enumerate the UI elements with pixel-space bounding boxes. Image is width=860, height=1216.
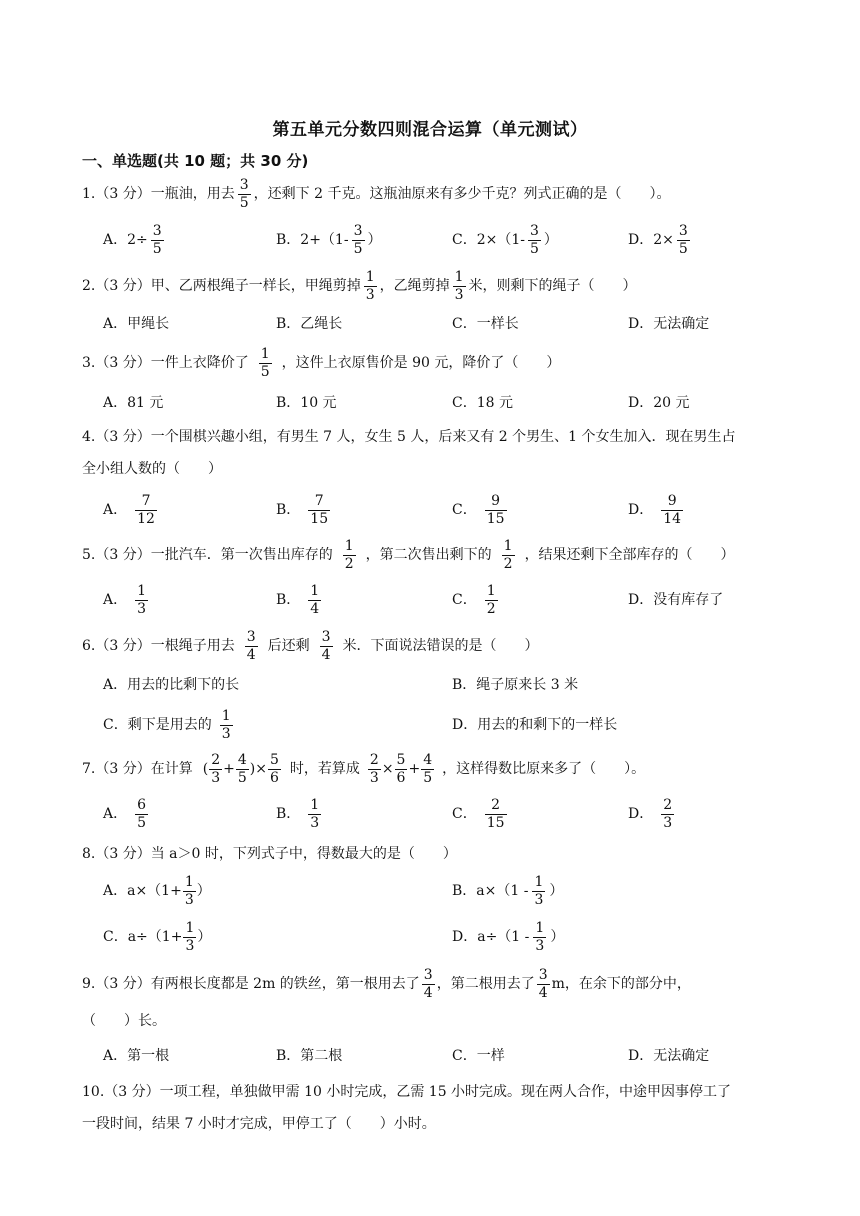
q7-option-c: C． $\frac{2}{15}$ <box>452 796 505 831</box>
question-6: 6.（3 分）一根绳子用去 $\frac{3}{4}$ 后还剩 $\frac{3}{4}$ 米．下面说法错误的是（ ） <box>82 628 539 663</box>
question-5: 5.（3 分）一批汽车．第一次售出库存的 $\frac{1}{2}$ ，第二次售出剩下的 $\frac{1}{2}$ ，结果还剩下全部库存的（ ） <box>82 537 735 572</box>
q6-option-b: B．绳子原来长 3 米 <box>452 677 579 693</box>
q5-option-d: D．没有库存了 <box>628 592 724 608</box>
q7-option-a: A． $\frac{6}{5}$ <box>103 796 147 831</box>
q8-option-a: A．a×（1+ $\frac{1}{3}$ ） <box>103 873 211 908</box>
q1-option-d: D．2× $\frac{3}{5}$ <box>628 222 688 257</box>
q5-option-c: C． $\frac{1}{2}$ <box>452 582 496 617</box>
q9-option-a: A．第一根 <box>103 1048 170 1064</box>
q4-option-b: B． $\frac{7}{15}$ <box>276 492 329 527</box>
q2-option-c: C．一样长 <box>452 316 519 332</box>
q5-option-a: A． $\frac{1}{3}$ <box>103 582 147 617</box>
question-9: 9.（3 分）有两根长度都是 2m 的铁丝，第一根用去了 $\frac{3}{4}$ ，第二根用去了 $\frac{3}{4}$ m，在余下的部分中， <box>82 966 691 1001</box>
question-4-line-2: 全小组人数的（ ） <box>82 461 222 477</box>
q7-option-d: D． $\frac{2}{3}$ <box>628 796 673 831</box>
question-1: 1.（3 分）一瓶油，用去 $\frac{3}{5}$ ，还剩下 2 千克。这瓶油原来有多少千克？列式正确的是（ ）。 <box>82 176 671 211</box>
q8-option-b: B．a×（1 - $\frac{1}{3}$ ） <box>452 873 564 908</box>
q1-option-a: A．2÷ $\frac{3}{5}$ <box>103 222 162 257</box>
question-10-line-1: 10.（3 分）一项工程，单独做甲需 10 小时完成，乙需 15 小时完成。现在两人合作，中途甲因事停工了 <box>82 1084 732 1100</box>
question-10-line-2: 一段时间，结果 7 小时才完成，甲停工了（ ）小时。 <box>82 1116 436 1132</box>
q1-option-b: B．2+（1- $\frac{3}{5}$ ） <box>276 222 382 257</box>
q7-option-b: B． $\frac{1}{3}$ <box>276 796 320 831</box>
q4-option-c: C． $\frac{9}{15}$ <box>452 492 505 527</box>
question-4-line-1: 4.（3 分）一个围棋兴趣小组，有男生 7 人，女生 5 人，后来又有 2 个男生、1 个女生加入．现在男生占 <box>82 429 736 445</box>
q1-option-c: C．2×（1- $\frac{3}{5}$ ） <box>452 222 558 257</box>
question-3: 3.（3 分）一件上衣降价了 $\frac{1}{5}$ ，这件上衣原售价是 90 元，降价了（ ） <box>82 345 561 380</box>
fraction: $\frac{3}{5}$ <box>239 176 249 211</box>
q4-option-a: A． $\frac{7}{12}$ <box>103 492 155 527</box>
page-title: 第五单元分数四则混合运算（单元测试） <box>272 120 588 140</box>
q6-option-d: D．用去的和剩下的一样长 <box>452 717 618 733</box>
q9-option-d: D．无法确定 <box>628 1048 710 1064</box>
q3-option-c: C．18 元 <box>452 395 513 411</box>
q5-option-b: B． $\frac{1}{4}$ <box>276 582 320 617</box>
q2-option-a: A．甲绳长 <box>103 316 170 332</box>
section-heading: 一、单选题(共 10 题；共 30 分) <box>82 152 309 170</box>
q2-option-d: D．无法确定 <box>628 316 710 332</box>
question-9-line-2: （ ）长。 <box>82 1013 166 1029</box>
q3-option-b: B．10 元 <box>276 395 337 411</box>
q8-option-c: C．a÷（1+ $\frac{1}{3}$ ） <box>103 919 212 954</box>
q6-option-c: C．剩下是用去的 $\frac{1}{3}$ <box>103 707 231 742</box>
q2-option-b: B．乙绳长 <box>276 316 343 332</box>
q9-option-b: B．第二根 <box>276 1048 343 1064</box>
q4-option-d: D． $\frac{9}{14}$ <box>628 492 682 527</box>
question-8: 8.（3 分）当 a＞0 时，下列式子中，得数最大的是（ ） <box>82 846 457 862</box>
q3-option-d: D．20 元 <box>628 395 690 411</box>
question-2: 2.（3 分）甲、乙两根绳子一样长，甲绳剪掉 $\frac{1}{3}$ ，乙绳剪掉 $\frac{1}{3}$ 米，则剩下的绳子（ ） <box>82 268 637 303</box>
question-7: 7.（3 分）在计算 ( $\frac{2}{3}$ + $\frac{4}{5}$ )× $\frac{5}{6}$ 时，若算成 $\frac{2}{3}$ × $\frac{5}{6}$ + $\frac{4}{5}$ ，这样得数比原来多了（ ）。 <box>82 751 646 786</box>
q9-option-c: C．一样 <box>452 1048 505 1064</box>
q8-option-d: D．a÷（1 - $\frac{1}{3}$ ） <box>452 919 565 954</box>
q6-option-a: A．用去的比剩下的长 <box>103 677 240 693</box>
q3-option-a: A．81 元 <box>103 395 164 411</box>
